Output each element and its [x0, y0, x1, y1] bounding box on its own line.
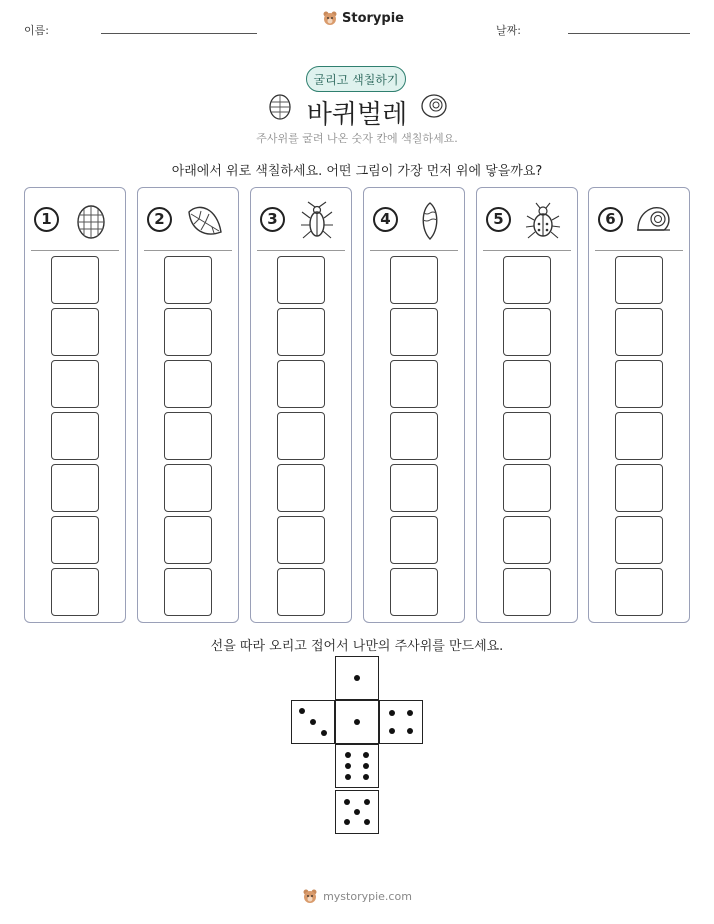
brand-name: Storypie	[342, 10, 404, 26]
color-box[interactable]	[164, 568, 212, 616]
color-box[interactable]	[503, 516, 551, 564]
color-box[interactable]	[51, 256, 99, 304]
dice-pip	[345, 774, 351, 780]
date-line	[568, 33, 690, 34]
dice-pip	[299, 708, 305, 714]
color-box[interactable]	[277, 412, 325, 460]
dice-pip	[363, 774, 369, 780]
color-box[interactable]	[503, 464, 551, 512]
footer	[0, 888, 714, 904]
color-box[interactable]	[51, 360, 99, 408]
column-divider	[370, 250, 458, 251]
date-label: 날짜:	[496, 24, 521, 37]
instruction-text: 아래에서 위로 색칠하세요. 어떤 그림이 가장 먼저 위에 닿을까요?	[171, 164, 543, 179]
color-box[interactable]	[390, 256, 438, 304]
dice-face-1	[335, 700, 379, 744]
footer-url[interactable]: mystorypie.com	[323, 889, 412, 903]
snail-icon	[634, 200, 676, 242]
column-number: 2	[147, 207, 172, 232]
column-divider	[257, 250, 345, 251]
color-box[interactable]	[390, 516, 438, 564]
dice-face-5	[335, 790, 379, 834]
dice-pip	[345, 752, 351, 758]
page-title: 바퀴벌레	[306, 100, 408, 130]
dice-pip	[321, 730, 327, 736]
color-box[interactable]	[51, 568, 99, 616]
color-box[interactable]	[164, 308, 212, 356]
color-box[interactable]	[51, 516, 99, 564]
color-box[interactable]	[164, 256, 212, 304]
color-box[interactable]	[277, 464, 325, 512]
color-box[interactable]	[615, 516, 663, 564]
dice-pip	[364, 799, 370, 805]
color-box[interactable]	[277, 256, 325, 304]
race-column-3	[250, 187, 352, 623]
color-box[interactable]	[277, 308, 325, 356]
color-box[interactable]	[615, 464, 663, 512]
color-box[interactable]	[615, 412, 663, 460]
dice-pip	[389, 728, 395, 734]
bear-icon	[302, 888, 318, 904]
dice-pip	[344, 799, 350, 805]
color-box[interactable]	[615, 360, 663, 408]
color-box[interactable]	[503, 308, 551, 356]
dice-face-6	[335, 744, 379, 788]
dice-pip	[363, 752, 369, 758]
dice-pip	[354, 809, 360, 815]
race-column-6	[588, 187, 690, 623]
color-box[interactable]	[615, 568, 663, 616]
color-box[interactable]	[390, 360, 438, 408]
color-box[interactable]	[277, 360, 325, 408]
dice-face-1	[335, 656, 379, 700]
snail-icon	[420, 93, 448, 119]
name-label: 이름:	[24, 24, 49, 37]
column-number: 5	[486, 207, 511, 232]
color-box[interactable]	[503, 412, 551, 460]
beetle-icon	[522, 200, 564, 242]
column-divider	[595, 250, 683, 251]
color-box[interactable]	[503, 360, 551, 408]
column-number: 4	[373, 207, 398, 232]
cocoon-icon	[409, 200, 451, 242]
color-box[interactable]	[503, 568, 551, 616]
color-box[interactable]	[390, 464, 438, 512]
shell-icon	[70, 200, 112, 242]
dice-face-3	[291, 700, 335, 744]
color-box[interactable]	[277, 568, 325, 616]
activity-badge: 굴리고 색칠하기	[306, 66, 406, 92]
column-divider	[144, 250, 232, 251]
column-number: 3	[260, 207, 285, 232]
race-column-5	[476, 187, 578, 623]
dice-pip	[407, 710, 413, 716]
color-box[interactable]	[615, 308, 663, 356]
color-box[interactable]	[51, 464, 99, 512]
column-divider	[483, 250, 571, 251]
dice-face-4	[379, 700, 423, 744]
color-box[interactable]	[277, 516, 325, 564]
color-box[interactable]	[615, 256, 663, 304]
page-subtitle: 주사위를 굴려 나온 숫자 칸에 색칠하세요.	[256, 132, 458, 145]
leaf-icon	[183, 200, 225, 242]
dice-pip	[407, 728, 413, 734]
dice-pip	[354, 675, 360, 681]
column-divider	[31, 250, 119, 251]
color-box[interactable]	[164, 464, 212, 512]
dice-pip	[310, 719, 316, 725]
dice-pip	[345, 763, 351, 769]
color-box[interactable]	[390, 412, 438, 460]
color-box[interactable]	[390, 568, 438, 616]
dice-pip	[363, 763, 369, 769]
color-box[interactable]	[51, 308, 99, 356]
column-number: 6	[598, 207, 623, 232]
color-box[interactable]	[503, 256, 551, 304]
dice-pip	[389, 710, 395, 716]
name-line	[101, 33, 257, 34]
dice-pip	[344, 819, 350, 825]
storypie-logo	[322, 10, 404, 26]
cockroach-icon	[296, 200, 338, 242]
dice-instruction: 선을 따라 오리고 접어서 나만의 주사위를 만드세요.	[210, 639, 504, 654]
dice-pip	[354, 719, 360, 725]
color-box[interactable]	[164, 412, 212, 460]
dice-pip	[364, 819, 370, 825]
bear-icon	[322, 10, 338, 26]
color-box[interactable]	[164, 516, 212, 564]
color-box[interactable]	[164, 360, 212, 408]
race-column-2	[137, 187, 239, 623]
column-number: 1	[34, 207, 59, 232]
color-box[interactable]	[390, 308, 438, 356]
race-column-1	[24, 187, 126, 623]
color-box[interactable]	[51, 412, 99, 460]
race-column-4	[363, 187, 465, 623]
